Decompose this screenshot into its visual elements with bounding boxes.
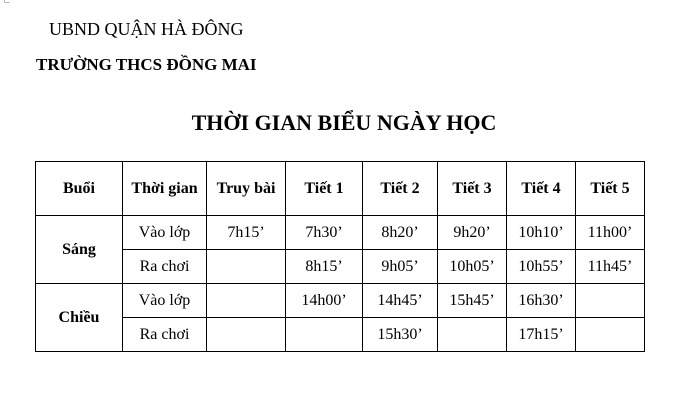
session-afternoon: Chiều bbox=[36, 284, 123, 352]
header-period-5: Tiết 5 bbox=[576, 162, 645, 216]
table-cell bbox=[576, 318, 645, 352]
table-row bbox=[36, 216, 645, 250]
table-cell: 15h30’ bbox=[363, 318, 438, 352]
table-cell: 7h30’ bbox=[286, 216, 363, 250]
row-label: Ra chơi bbox=[123, 250, 207, 284]
table-cell: 9h20’ bbox=[438, 216, 507, 250]
header-period-1: Tiết 1 bbox=[286, 162, 363, 216]
table-cell bbox=[207, 318, 286, 352]
table-cell: 10h05’ bbox=[438, 250, 507, 284]
row-label: Ra chơi bbox=[123, 318, 207, 352]
table-cell: 11h00’ bbox=[576, 216, 645, 250]
table-cell bbox=[576, 284, 645, 318]
header-period-4: Tiết 4 bbox=[507, 162, 576, 216]
district-name: UBND QUẬN HÀ ĐÔNG bbox=[49, 19, 244, 39]
table-cell: 10h10’ bbox=[507, 216, 576, 250]
session-morning: Sáng bbox=[36, 216, 123, 284]
table-cell: 17h15’ bbox=[507, 318, 576, 352]
row-label: Vào lớp bbox=[123, 284, 207, 318]
schedule-title: THỜI GIAN BIỂU NGÀY HỌC bbox=[191, 110, 497, 135]
header-homeroom: Truy bài bbox=[207, 162, 286, 216]
header-period-2: Tiết 2 bbox=[363, 162, 438, 216]
table-cell: 10h55’ bbox=[507, 250, 576, 284]
table-cell bbox=[207, 250, 286, 284]
text-boundary-mark bbox=[4, 0, 10, 3]
table-cell: 8h20’ bbox=[363, 216, 438, 250]
row-label: Vào lớp bbox=[123, 216, 207, 250]
table-cell: 16h30’ bbox=[507, 284, 576, 318]
table-cell: 14h00’ bbox=[286, 284, 363, 318]
table-cell: 15h45’ bbox=[438, 284, 507, 318]
table-cell: 7h15’ bbox=[207, 216, 286, 250]
schedule-table bbox=[35, 161, 645, 352]
table-cell: 8h15’ bbox=[286, 250, 363, 284]
header-time: Thời gian bbox=[123, 162, 207, 216]
table-cell: 11h45’ bbox=[576, 250, 645, 284]
table-header-row bbox=[36, 162, 645, 216]
header-period-3: Tiết 3 bbox=[438, 162, 507, 216]
table-cell: 14h45’ bbox=[363, 284, 438, 318]
table-cell bbox=[286, 318, 363, 352]
table-row bbox=[36, 284, 645, 318]
table-row bbox=[36, 250, 645, 284]
table-cell bbox=[438, 318, 507, 352]
table-cell: 9h05’ bbox=[363, 250, 438, 284]
table-cell bbox=[207, 284, 286, 318]
school-name: TRƯỜNG THCS ĐỒNG MAI bbox=[36, 55, 257, 74]
header-session: Buổi bbox=[36, 162, 123, 216]
table-row bbox=[36, 318, 645, 352]
